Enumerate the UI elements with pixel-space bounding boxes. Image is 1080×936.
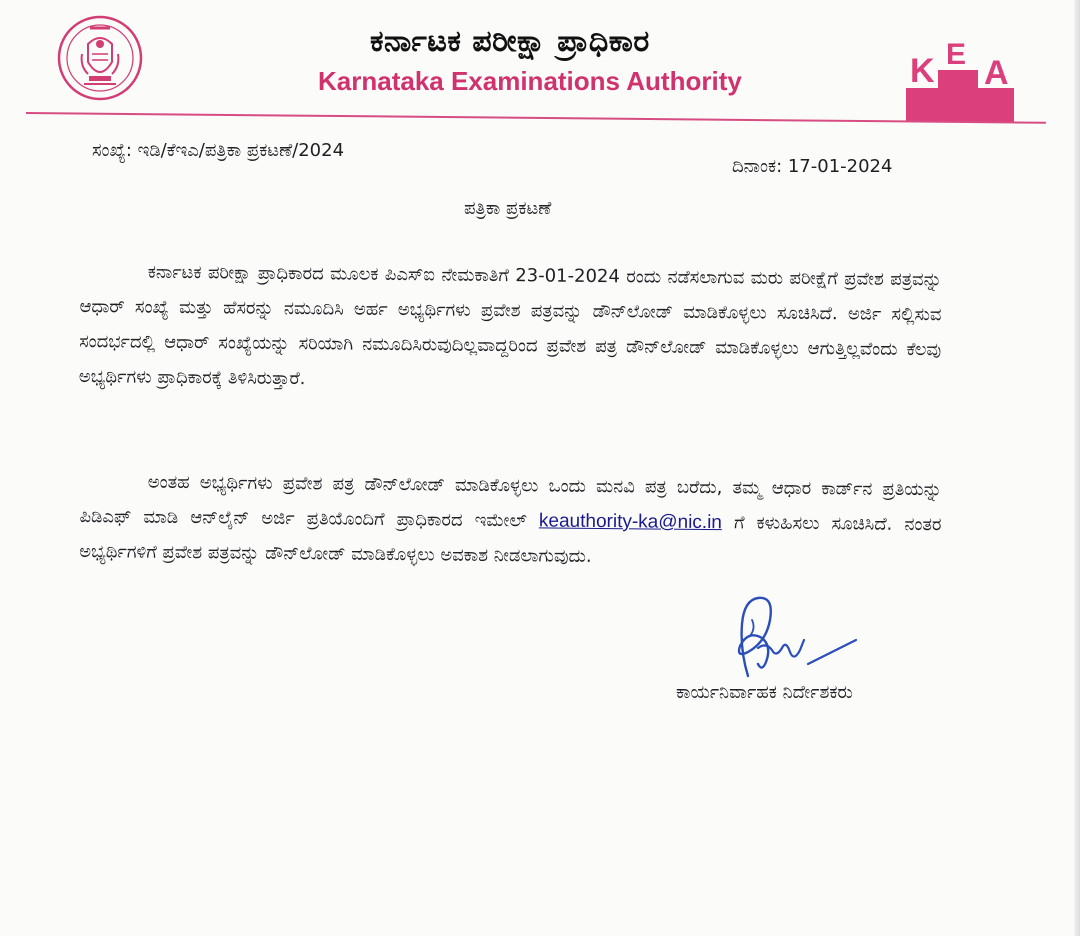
karnataka-government-seal-icon xyxy=(56,14,144,102)
kea-logo xyxy=(900,40,1018,124)
page-edge xyxy=(1074,0,1080,936)
press-release-heading: ಪತ್ರಿಕಾ ಪ್ರಕಟಣೆ xyxy=(464,198,552,219)
header-divider xyxy=(26,112,1046,124)
document-date: ದಿನಾಂಕ: 17-01-2024 xyxy=(732,156,893,177)
body-paragraph-1: ಕರ್ನಾಟಕ ಪರೀಕ್ಷಾ ಪ್ರಾಧಿಕಾರದ ಮೂಲಕ ಪಿಎಸ್‌ಐ ನೇಮಕಾತಿಗೆ 23-01-2024 ರಂದು ನಡೆಸಲಾಗುವ ಮರು ಪರೀಕ್ಷೆಗೆ ಪ್ರವೇಶ ಪತ್ರವನ್ನು ಆಧಾರ್ ಸಂಖ್ಯೆ ಮತ್ತು ಹೆಸರನ್ನು ನಮೂದಿಸಿ ಅರ್ಹ ಅಭ್ಯರ್ಥಿಗಳು ಪ್ರವೇಶ ಪತ್ರವನ್ನು ಡೌನ್‌ಲೋಡ್ ಮಾಡಿಕೊಳ್ಳಲು ಸೂಚಿಸಿದೆ. ಅರ್ಜಿ ಸಲ್ಲಿಸುವ ಸಂದರ್ಭದಲ್ಲಿ ಆಧಾರ್ ಸಂಖ್ಯೆಯನ್ನು ಸರಿಯಾಗಿ ನಮೂದಿಸಿರುವುದಿಲ್ಲವಾದ್ದರಿಂದ ಪ್ರವೇಶ ಪತ್ರ ಡೌನ್‌ಲೋಡ್ ಮಾಡಿಕೊಳ್ಳಲು ಆಗುತ್ತಿಲ್ಲವೆಂದು ಕೆಲವು ಅಭ್ಯರ್ಥಿಗಳು ಪ್ರಾಧಿಕಾರಕ್ಕೆ ತಿಳಿಸಿರುತ್ತಾರೆ. xyxy=(78,261,942,390)
authority-name-kannada: ಕರ್ನಾಟಕ ಪರೀಕ್ಷಾ ಪ್ರಾಧಿಕಾರ xyxy=(370,24,650,59)
signatory-title: ಕಾರ್ಯನಿರ್ವಾಹಕ ನಿರ್ದೇಶಕರು xyxy=(676,682,853,703)
kea-letter-e: E xyxy=(946,40,967,71)
reference-number: ಸಂಖ್ಯೆ: ಇಡಿ/ಕೆಇಎ/ಪತ್ರಿಕಾ ಪ್ರಕಟಣೆ/2024 xyxy=(92,140,345,161)
authority-name-english: Karnataka Examinations Authority xyxy=(318,66,742,96)
body-paragraph-2 xyxy=(79,464,942,577)
signature-image xyxy=(718,590,868,686)
paragraph-2-text-end: ಗೆ ಕಳುಹಿಸಲು ಸೂಚಿಸಿದೆ. ನಂತರ ಅಭ್ಯರ್ಥಿಗಳಿಗೆ ಪ್ರವೇಶ ಪತ್ರವನ್ನು ಡೌನ್‌ಲೋಡ್ ಮಾಡಿಕೊಳ್ಳಲು ಅವಕಾಶ ನೀಡಲಾಗುವುದು. xyxy=(79,512,942,567)
kea-letter-k: K xyxy=(910,52,935,90)
kea-letter-a: A xyxy=(984,54,1009,92)
email-link[interactable]: keauthority-ka@nic.in xyxy=(538,510,723,534)
paragraph-2-text-start: ಅಂತಹ ಅಭ್ಯರ್ಥಿಗಳು ಪ್ರವೇಶ ಪತ್ರ ಡೌನ್‌ಲೋಡ್ ಮಾಡಿಕೊಳ್ಳಲು ಒಂದು ಮನವಿ ಪತ್ರ ಬರೆದು, ತಮ್ಮ ಆಧಾರ ಕಾರ್ಡ್‌ನ ಪ್ರತಿಯನ್ನು ಪಿಡಿಎಫ್ ಮಾಡಿ ಆನ್‌ಲೈನ್ ಅರ್ಜಿ ಪ್ರತಿಯೊಂದಿಗೆ ಪ್ರಾಧಿಕಾರದ ಇಮೇಲ್ xyxy=(79,471,942,532)
